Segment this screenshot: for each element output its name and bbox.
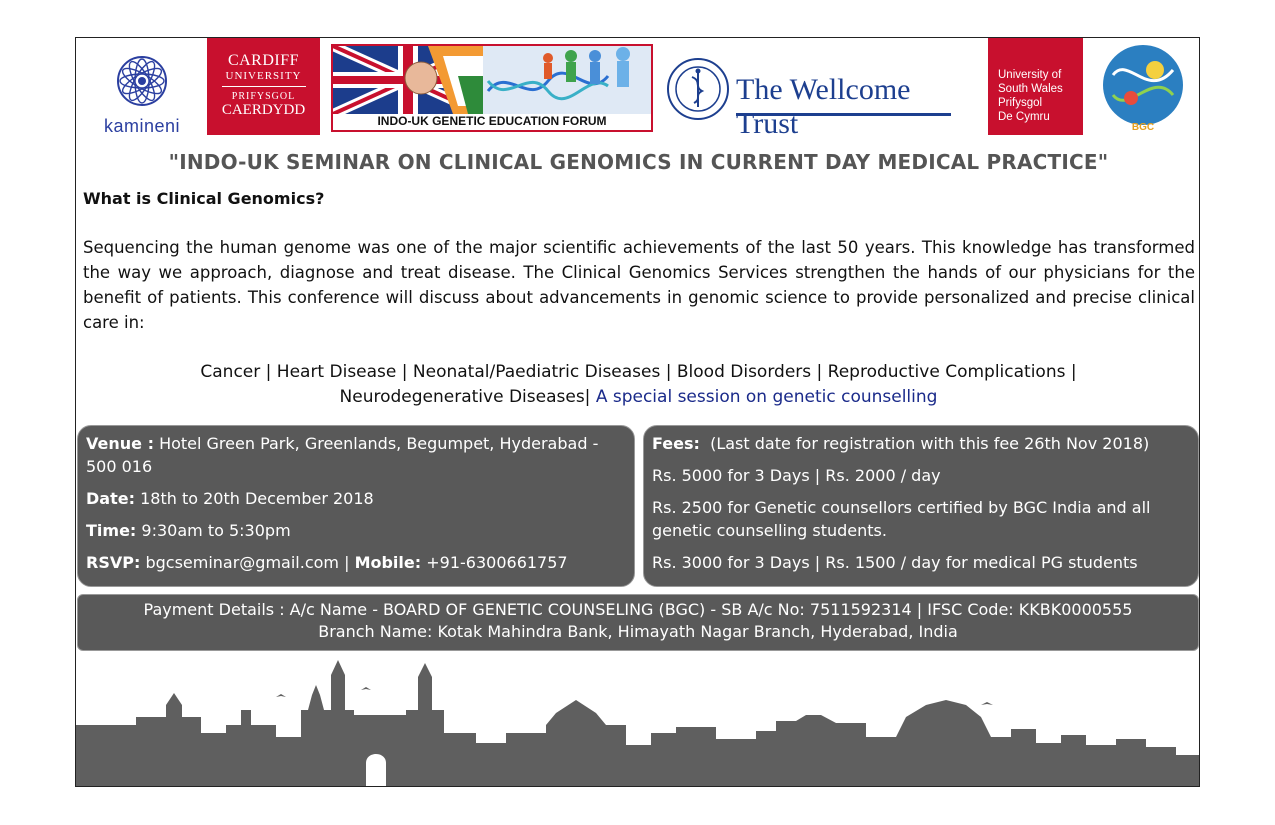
time-label: Time: xyxy=(86,521,137,540)
fees-box xyxy=(643,425,1199,587)
wellcome-seal-icon xyxy=(666,57,730,121)
venue-box xyxy=(77,425,635,587)
indo-uk-forum-logo xyxy=(331,44,653,132)
rsvp-row xyxy=(86,551,626,574)
topics-line2 xyxy=(76,385,1200,410)
date-label: Date: xyxy=(86,489,135,508)
topics-line1: Cancer | Heart Disease | Neonatal/Paediatric Diseases | Blood Disorders | Reproductive Complications | xyxy=(200,362,1077,382)
birds xyxy=(276,687,993,705)
cardiff-line3: PRIFYSGOL xyxy=(231,91,296,102)
fees-line1: Rs. 5000 for 3 Days | Rs. 2000 / day xyxy=(652,466,941,485)
usw-line3: Prifysgol xyxy=(998,97,1043,109)
wellcome-trust-logo xyxy=(666,55,976,140)
rsvp-label: RSVP: xyxy=(86,553,141,572)
fees-line2: Rs. 2500 for Genetic counsellors certified by BGC India and all genetic counselling students. xyxy=(652,498,1151,540)
time-row xyxy=(86,519,626,542)
time-value: 9:30am to 5:30pm xyxy=(141,521,291,540)
fees-label: Fees: xyxy=(652,434,700,453)
seminar-title: "INDO-UK SEMINAR ON CLINICAL GENOMICS IN CURRENT DAY MEDICAL PRACTICE" xyxy=(168,150,1109,174)
cardiff-line1: CARDIFF xyxy=(227,52,300,69)
payment-details-bar xyxy=(77,594,1199,651)
intro-paragraph: Sequencing the human genome was one of the major scientific achievements of the last 50 years. This knowledge has transformed the way we approach, diagnose and treat disease. The Clinical Genomics Services strengthen the hands of our physicians for the benefit of patients. This conference will discuss about advancements in genomic science to provide personalized and precise clinical care in: xyxy=(83,238,1195,332)
indo-uk-banner-graphic xyxy=(333,46,651,114)
bgc-logo xyxy=(1093,40,1193,135)
mobile-number[interactable]: +91-6300661757 xyxy=(426,553,568,572)
payment-line2: Branch Name: Kotak Mahindra Bank, Himayath Nagar Branch, Hyderabad, India xyxy=(318,622,958,641)
fees-header xyxy=(652,432,1190,455)
cardiff-line4: CAERDYDD xyxy=(221,102,306,118)
rsvp-email[interactable]: bgcseminar@gmail.com | xyxy=(145,553,350,572)
date-value: 18th to 20th December 2018 xyxy=(140,489,374,508)
fees-note: (Last date for registration with this fee 26th Nov 2018) xyxy=(710,434,1150,453)
hyderabad-skyline-graphic xyxy=(76,655,1200,787)
section-heading: What is Clinical Genomics? xyxy=(83,189,325,208)
usw-line1: University of xyxy=(998,69,1062,81)
seminar-flyer xyxy=(75,37,1200,787)
usw-line2: South Wales xyxy=(998,83,1063,95)
wellcome-trust-wordmark: The Wellcome Trust xyxy=(736,73,911,140)
special-session: A special session on genetic counselling xyxy=(595,387,938,407)
fees-line3: Rs. 3000 for 3 Days | Rs. 1500 / day for medical PG students xyxy=(652,553,1138,572)
usw-logo xyxy=(988,38,1083,135)
cardiff-university-logo xyxy=(207,38,320,135)
mobile-label: Mobile: xyxy=(354,553,422,572)
kamineni-logo xyxy=(82,46,202,136)
payment-line1: Payment Details : A/c Name - BOARD OF GENETIC COUNSELING (BGC) - SB A/c No: 7511592314 | IFSC Code: KKBK0000555 xyxy=(143,600,1133,619)
wellcome-underline xyxy=(736,113,951,116)
date-row xyxy=(86,487,626,510)
venue-row xyxy=(86,432,626,478)
kamineni-wordmark: kamineni xyxy=(103,116,181,136)
cardiff-line2: UNIVERSITY xyxy=(225,70,302,82)
venue-label: Venue : xyxy=(86,434,154,453)
venue-value: Hotel Green Park, Greenlands, Begumpet, Hyderabad - 500 016 xyxy=(86,434,599,476)
indo-uk-forum-caption: INDO-UK GENETIC EDUCATION FORUM xyxy=(377,114,607,128)
topics-line2-text: Neurodegenerative Diseases| xyxy=(339,387,591,407)
cardiff-divider xyxy=(222,86,306,87)
logo-strip xyxy=(76,38,1200,138)
usw-line4: De Cymru xyxy=(998,111,1050,123)
kamineni-emblem-icon xyxy=(82,46,202,116)
bgc-caption: BGC xyxy=(1131,122,1155,133)
bgc-emblem-icon xyxy=(1093,40,1193,135)
topics-list xyxy=(76,360,1200,410)
